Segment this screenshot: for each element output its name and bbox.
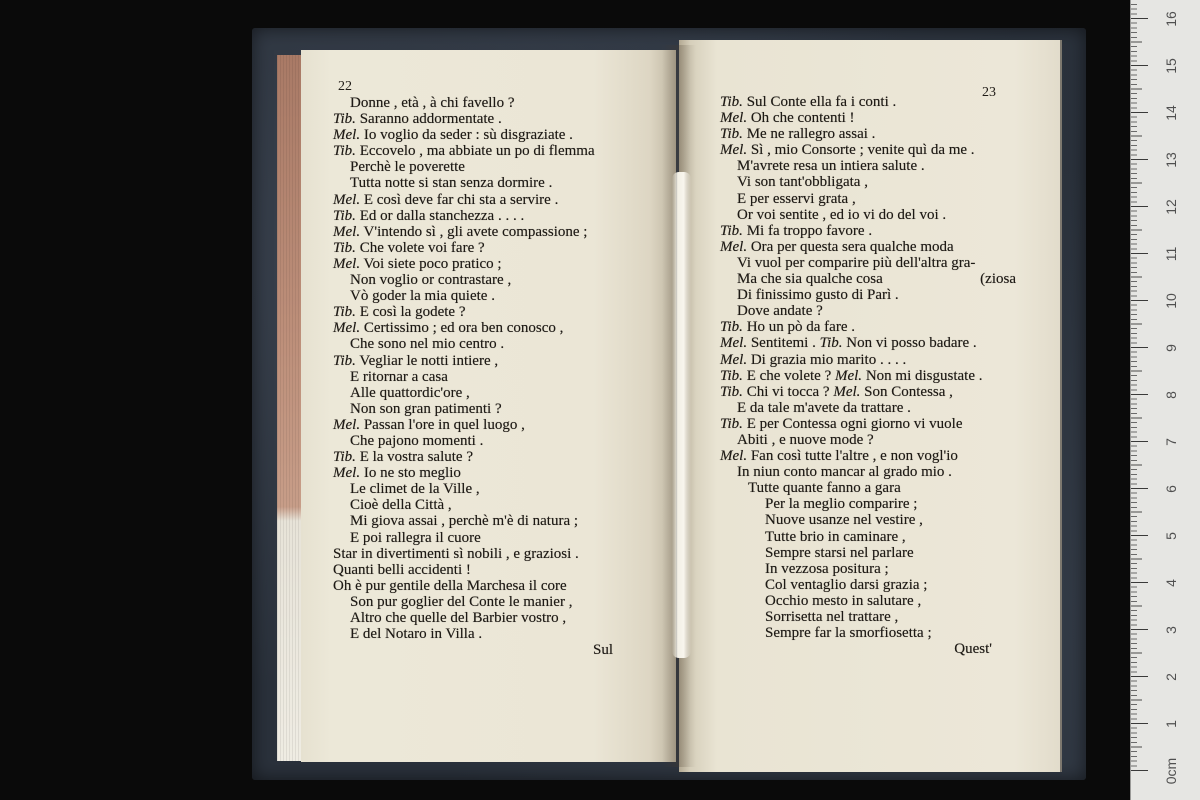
line-text: Ma che sia qualche cosa [737, 271, 883, 288]
ruler-label: 2 [1163, 673, 1179, 681]
line-text: Tutte brio in caminare , [765, 528, 906, 545]
line-text: Non voglio or contrastare , [350, 272, 512, 289]
speaker-label: Mel. [333, 223, 361, 240]
line-text: Donne , età , à chi favello ? [350, 95, 515, 111]
text-line [333, 320, 613, 336]
line-text: Mel. Io ne sto meglio [333, 465, 461, 482]
line-text: Vò goder la mia quiete . [350, 288, 495, 305]
ruler-label: 10 [1163, 293, 1179, 309]
speaker-label: Mel. [720, 142, 748, 159]
line-text: Son pur goglier del Conte le manier , [350, 593, 573, 610]
text-line [333, 481, 613, 497]
text-line [333, 240, 613, 256]
ruler-label: 4 [1163, 579, 1179, 587]
text-line [720, 561, 1016, 577]
line-text: Sempre starsi nel parlare [765, 544, 914, 561]
line-text: Vi son tant'obbligata , [737, 174, 868, 191]
text-line [720, 223, 1016, 239]
line-text: Vi vuol per comparire più dell'altra gra- [737, 254, 976, 271]
spine-tape [672, 172, 691, 658]
text-line [333, 288, 613, 304]
ruler-ticks [1131, 0, 1149, 771]
text-line [720, 239, 1016, 255]
line-text: Tib. Sul Conte ella fa i conti . [720, 94, 897, 110]
line-text: Cioè della Città , [350, 497, 452, 514]
line-text: E del Notaro in Villa . [350, 626, 483, 643]
text-line [720, 512, 1016, 528]
speaker-label: Mel. [720, 335, 748, 352]
line-text: Mel. Fan così tutte l'altre , e non vogl'io [720, 448, 958, 465]
text-line [720, 319, 1016, 335]
line-text: Tib. Vegliar le notti intiere , [333, 352, 499, 369]
line-text: Tib. Chi vi tocca ? Mel. Son Contessa , [720, 383, 953, 400]
line-text: E da tale m'avete da trattare . [737, 399, 911, 416]
line-text: Perchè le poverette [350, 159, 465, 176]
speaker-label: Mel. [333, 127, 361, 144]
line-text: Quanti belli accidenti ! [333, 561, 471, 578]
text-line [720, 191, 1016, 207]
line-text: Per la meglio comparire ; [765, 496, 918, 513]
text-line [720, 625, 1016, 641]
line-text: Tib. Mi fa troppo favore . [720, 222, 873, 239]
speaker-label: Tib. [333, 352, 356, 369]
text-line [333, 497, 613, 513]
speaker-label: Mel. [720, 448, 748, 465]
line-text: Mel. Sentitemi . Tib. Non vi posso badare . [720, 335, 977, 352]
line-text: Tib. Ed or dalla stanchezza . . . . [333, 207, 525, 224]
text-line [720, 255, 1016, 271]
ruler-label: 14 [1163, 105, 1179, 121]
right-page-text [720, 94, 1016, 657]
ruler-label: 0cm [1163, 757, 1179, 785]
text-line [720, 480, 1016, 496]
line-text: Tib. E per Contessa ogni giorno vi vuole [720, 415, 963, 432]
line-text: Le climet de la Ville , [350, 481, 480, 498]
line-text: Tutta notte si stan senza dormire . [350, 175, 553, 192]
line-text: Nuove usanze nel vestire , [765, 512, 923, 529]
line-text: Tib. Ho un pò da fare . [720, 319, 855, 336]
line-text: Dove andate ? [737, 303, 823, 320]
line-text: Occhio mesto in salutare , [765, 592, 922, 609]
line-text: Sempre far la smorfiosetta ; [765, 625, 932, 642]
ruler-label: 13 [1163, 152, 1179, 168]
line-text: Mi giova assai , perchè m'è di natura ; [350, 513, 579, 530]
text-line [720, 368, 1016, 384]
text-line [333, 304, 613, 320]
speaker-label: Mel. [333, 255, 361, 272]
text-line [720, 545, 1016, 561]
line-text: Sorrisetta nel trattare , [765, 609, 899, 625]
line-text: Tib. Che volete voi fare ? [333, 239, 485, 256]
text-line [333, 513, 613, 529]
line-text: Mel. V'intendo sì , gli avete compassione ; [333, 223, 588, 240]
line-text: Mel. Sì , mio Consorte ; venite quì da me . [720, 142, 975, 159]
text-line [720, 609, 1016, 625]
line-text: Tib. E così la godete ? [333, 304, 466, 321]
speaker-label: Mel. [333, 465, 361, 482]
page-edges [277, 55, 302, 761]
line-text: Mel. Passan l'ore in quel luogo , [333, 416, 525, 433]
line-text: In vezzosa positura ; [765, 560, 889, 577]
text-line [720, 529, 1016, 545]
line-text: Che sono nel mio centro . [350, 336, 505, 353]
line-text: Tib. Saranno addormentate . [333, 111, 502, 128]
text-line [720, 577, 1016, 593]
text-line [720, 400, 1016, 416]
speaker-label: Mel. [834, 367, 863, 384]
ruler-label: 15 [1163, 58, 1179, 74]
text-line [333, 192, 613, 208]
text-line [720, 335, 1016, 351]
catchword: Quest' [954, 641, 992, 658]
speaker-label: Tib. [819, 335, 843, 352]
speaker-label: Tib. [720, 222, 743, 239]
line-text: M'avrete resa un intiera salute . [737, 158, 925, 175]
text-line [720, 287, 1016, 303]
left-page-text [333, 95, 613, 658]
text-line [333, 594, 613, 610]
speaker-label: Mel. [720, 238, 748, 255]
speaker-label: Tib. [720, 367, 743, 384]
text-line [333, 159, 613, 175]
ruler-label: 5 [1163, 532, 1179, 540]
line-text: In niun conto mancar al grado mio . [737, 464, 952, 481]
text-line [720, 271, 1016, 287]
ruler-label: 11 [1163, 246, 1179, 262]
line-text: Di finissimo gusto di Parì . [737, 287, 899, 304]
speaker-label: Mel. [333, 191, 361, 208]
text-line [333, 546, 613, 562]
line-text: Alle quattordic'ore , [350, 384, 470, 401]
line-text: Oh è pur gentile della Marchesa il core [333, 577, 567, 594]
text-line [333, 208, 613, 224]
line-text: Abiti , e nuove mode ? [737, 431, 874, 448]
speaker-label: Tib. [720, 319, 743, 336]
speaker-label: Tib. [333, 207, 356, 224]
text-line [333, 353, 613, 369]
speaker-label: Mel. [333, 416, 361, 433]
text-line [333, 401, 613, 417]
text-line [720, 352, 1016, 368]
speaker-label: Mel. [333, 320, 361, 337]
ruler-label: 12 [1163, 199, 1179, 215]
ruler-label: 1 [1163, 720, 1179, 728]
line-text: Tib. Eccovelo , ma abbiate un po di flemma [333, 143, 595, 160]
line-text: Che pajono momenti . [350, 432, 484, 449]
text-line [333, 175, 613, 191]
ruler-label: 3 [1163, 626, 1179, 634]
text-line [720, 416, 1016, 432]
line-text: Non son gran patimenti ? [350, 400, 502, 417]
ruler-label: 7 [1163, 438, 1179, 446]
text-line [720, 126, 1016, 142]
text-line [333, 449, 613, 465]
text-line [333, 610, 613, 626]
text-line [720, 174, 1016, 190]
ruler-label: 9 [1163, 344, 1179, 352]
line-text: Or voi sentite , ed io vi do del voi . [737, 206, 947, 223]
text-line [333, 224, 613, 240]
speaker-label: Tib. [333, 239, 356, 256]
speaker-label: Tib. [333, 143, 356, 160]
line-text: Mel. Ora per questa sera qualche moda [720, 238, 954, 255]
text-line [720, 384, 1016, 400]
text-line [333, 417, 613, 433]
line-text: Mel. Voi siete poco pratico ; [333, 255, 502, 272]
text-line [333, 111, 613, 127]
text-line [333, 143, 613, 159]
speaker-label: Tib. [333, 111, 356, 128]
speaker-label: Tib. [720, 383, 743, 400]
text-line [333, 385, 613, 401]
speaker-label: Tib. [720, 126, 743, 143]
text-line [720, 110, 1016, 126]
speaker-label: Mel. [720, 110, 748, 127]
text-line [720, 142, 1016, 158]
text-line [333, 465, 613, 481]
speaker-label: Tib. [333, 304, 356, 321]
line-text: Mel. E così deve far chi sta a servire . [333, 191, 559, 208]
line-turnover: (ziosa [980, 271, 1016, 288]
line-text: Mel. Io voglio da seder : sù disgraziate . [333, 127, 573, 144]
line-text: Mel. Certissimo ; ed ora ben conosco , [333, 320, 564, 337]
text-line [333, 256, 613, 272]
text-line [333, 95, 613, 111]
text-line [720, 303, 1016, 319]
line-text: E poi rallegra il cuore [350, 529, 481, 546]
text-line [333, 272, 613, 288]
text-line [333, 127, 613, 143]
text-line [333, 562, 613, 578]
text-line [333, 530, 613, 546]
speaker-label: Tib. [333, 449, 356, 466]
catchword: Sul [592, 642, 613, 659]
line-text: Mel. Di grazia mio marito . . . . [720, 351, 907, 368]
text-line [720, 496, 1016, 512]
line-text: Mel. Oh che contenti ! [720, 110, 855, 127]
ruler-label: 6 [1163, 485, 1179, 493]
line-text: E ritornar a casa [350, 368, 448, 385]
text-line [720, 432, 1016, 448]
text-line [333, 369, 613, 385]
line-text: Altro che quelle del Barbier vostro , [350, 610, 567, 626]
ruler-label: 8 [1163, 391, 1179, 399]
line-text: Col ventaglio darsi grazia ; [765, 576, 928, 593]
text-line [333, 433, 613, 449]
text-line [333, 336, 613, 352]
text-line [333, 578, 613, 594]
speaker-label: Mel. [720, 351, 748, 368]
line-text: Tib. Me ne rallegro assai . [720, 126, 876, 143]
line-text: Star in divertimenti sì nobili , e graziosi . [333, 545, 579, 562]
page-number-right: 23 [982, 85, 996, 100]
ruler [1130, 0, 1200, 800]
speaker-label: Tib. [720, 415, 743, 432]
line-text: E per esservi grata , [737, 190, 856, 207]
page-number-left: 22 [338, 79, 352, 94]
speaker-label: Mel. [833, 383, 861, 400]
line-text: Tib. E la vostra salute ? [333, 449, 473, 466]
text-line [720, 207, 1016, 223]
line-text: Tutte quante fanno a gara [748, 480, 901, 497]
text-line [720, 448, 1016, 464]
text-line [333, 626, 613, 642]
text-line [720, 94, 1016, 110]
text-line [720, 593, 1016, 609]
text-line [720, 464, 1016, 480]
speaker-label: Tib. [720, 94, 743, 110]
text-line [720, 158, 1016, 174]
line-text: Tib. E che volete ? Mel. Non mi disgustate . [720, 367, 983, 384]
ruler-label: 16 [1163, 11, 1179, 27]
